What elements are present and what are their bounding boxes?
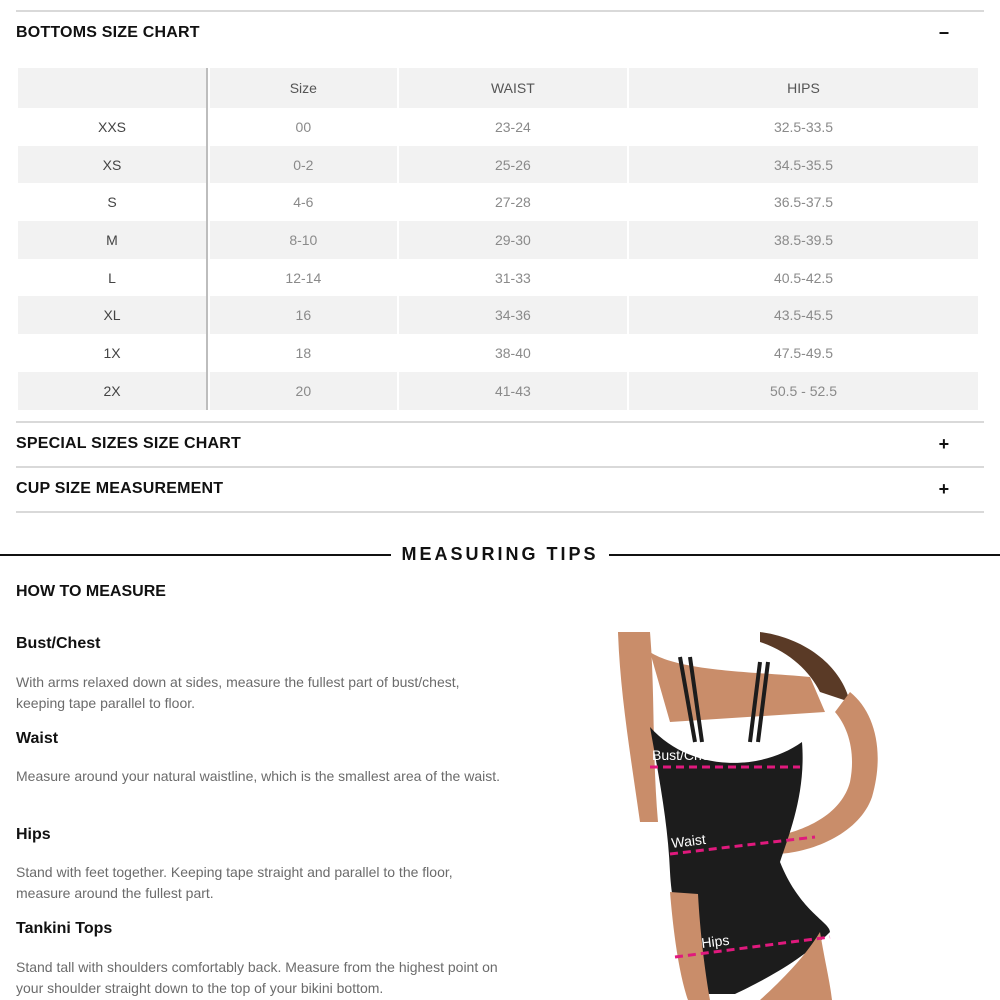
- collapse-minus-icon[interactable]: −: [938, 22, 950, 43]
- table-cell-hips: 40.5-42.5: [773, 269, 834, 286]
- table-cell-hips: 32.5-33.5: [773, 118, 834, 135]
- section-title-measuring-tips: [0, 544, 1000, 565]
- measuring-tips-label: MEASURING TIPS: [391, 544, 608, 564]
- bottoms-size-table: [16, 68, 980, 410]
- tip-text-waist: Measure around your natural waistline, which is the smallest area of the waist.: [16, 768, 501, 784]
- table-cell-size: 16: [210, 296, 397, 334]
- table-header-cell: [18, 68, 208, 108]
- accordion-title-bottoms: BOTTOMS SIZE CHART: [16, 24, 200, 41]
- table-cell-size: 12-14: [285, 269, 322, 286]
- accordion-cup-size[interactable]: [16, 466, 984, 510]
- table-cell-size: 0-2: [210, 146, 397, 184]
- accordion-header-cup[interactable]: [16, 466, 984, 510]
- table-cell-hips: 38.5-39.5: [629, 221, 978, 259]
- table-cell-size: 4-6: [293, 194, 314, 211]
- table-cell-label: S: [18, 183, 208, 221]
- table-cell-label: XS: [18, 146, 208, 184]
- waist-label: Waist: [670, 830, 707, 851]
- accordion-header-bottoms[interactable]: [16, 10, 984, 54]
- tip-heading-tankini: Tankini Tops: [16, 920, 113, 937]
- table-cell-label: 2X: [18, 372, 208, 410]
- accordion-special-sizes[interactable]: [16, 421, 984, 465]
- accordion-title-special: SPECIAL SIZES SIZE CHART: [16, 435, 241, 452]
- tip-heading-hips: Hips: [16, 826, 51, 843]
- left-arm-shape: [618, 632, 658, 822]
- table-cell-size: 20: [210, 372, 397, 410]
- table-cell-label: 1X: [18, 334, 208, 372]
- table-header-hips: HIPS: [629, 68, 978, 108]
- accordion-bottoms-size-chart[interactable]: [16, 10, 984, 54]
- table-row: [18, 221, 978, 259]
- table-cell-hips: 34.5-35.5: [629, 146, 978, 184]
- tip-text-bust: With arms relaxed down at sides, measure the fullest part of bust/chest, keeping tape parallel to floor.: [16, 674, 460, 711]
- tip-heading-bust: Bust/Chest: [16, 635, 101, 652]
- divider: [16, 511, 984, 513]
- table-row: [18, 334, 978, 372]
- tip-text-tankini: Stand tall with shoulders comfortably back. Measure from the highest point on your shoulder straight down to the top of your bikini bottom.: [16, 959, 498, 996]
- table-cell-hips: 50.5 - 52.5: [629, 372, 978, 410]
- table-cell-waist: 38-40: [494, 344, 531, 361]
- accordion-title-cup: CUP SIZE MEASUREMENT: [16, 480, 224, 497]
- table-cell-waist: 27-28: [494, 194, 531, 211]
- table-cell-hips: 43.5-45.5: [629, 296, 978, 334]
- swimsuit-model-illustration: [610, 632, 890, 1000]
- table-row: [18, 372, 978, 410]
- table-header-row: [18, 68, 978, 108]
- table-cell-label: L: [18, 259, 208, 297]
- table-header-size: Size: [210, 68, 397, 108]
- table-row: [18, 183, 978, 221]
- hips-label: Hips: [700, 931, 731, 951]
- table-row: [18, 108, 978, 146]
- table-row: [18, 259, 978, 297]
- table-cell-hips: 47.5-49.5: [773, 344, 834, 361]
- table-cell-waist: 34-36: [399, 296, 627, 334]
- tip-text-hips: Stand with feet together. Keeping tape straight and parallel to the floor, measure around the fullest part.: [16, 864, 453, 901]
- table-row: [18, 146, 978, 184]
- table-cell-waist: 25-26: [399, 146, 627, 184]
- table-cell-size: 18: [295, 344, 312, 361]
- table-header-waist: WAIST: [399, 68, 627, 108]
- bust-label: Bust/Chest: [652, 747, 721, 763]
- how-to-measure-heading: HOW TO MEASURE: [16, 583, 166, 600]
- measurement-figure: [610, 632, 890, 1000]
- expand-plus-icon[interactable]: +: [938, 433, 950, 454]
- accordion-header-special[interactable]: [16, 421, 984, 465]
- tip-heading-waist: Waist: [16, 730, 59, 747]
- table-cell-waist: 31-33: [494, 269, 531, 286]
- table-cell-label: XXS: [18, 108, 208, 146]
- expand-plus-icon[interactable]: +: [938, 478, 950, 499]
- table-row: [18, 296, 978, 334]
- table-cell-waist: 29-30: [399, 221, 627, 259]
- table-cell-waist: 41-43: [399, 372, 627, 410]
- table-cell-waist: 23-24: [494, 118, 531, 135]
- table-cell-label: M: [18, 221, 208, 259]
- table-cell-hips: 36.5-37.5: [773, 194, 834, 211]
- table-cell-label: XL: [18, 296, 208, 334]
- table-cell-size: 00: [295, 118, 312, 135]
- table-cell-size: 8-10: [210, 221, 397, 259]
